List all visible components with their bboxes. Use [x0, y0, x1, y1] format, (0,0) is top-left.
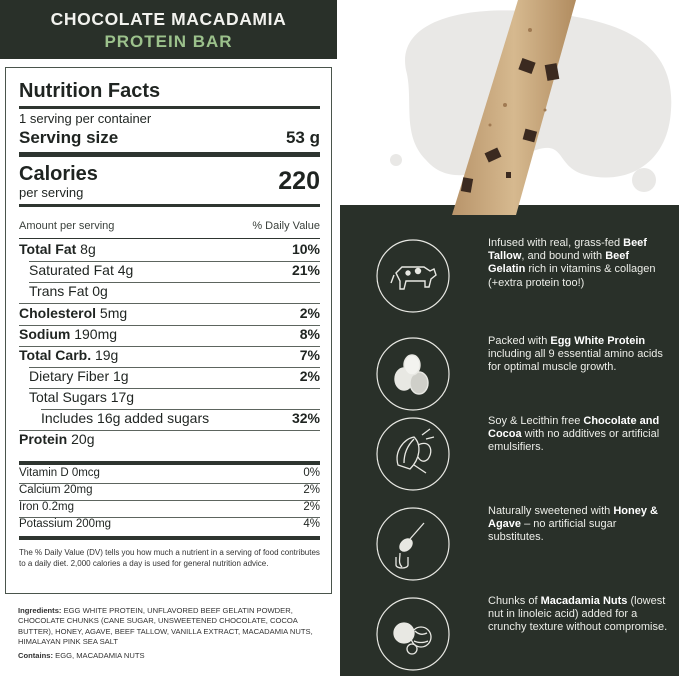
product-type: PROTEIN BAR: [104, 32, 233, 51]
nutrient-amount: 5mg: [96, 305, 128, 321]
feature-text-part: rich in vitamins & collagen (+extra protein too!): [488, 263, 656, 289]
nutrient-amount: Includes 16g added sugars: [41, 410, 210, 426]
feature-text: [488, 335, 668, 375]
vitamin-row: [19, 501, 320, 518]
feature-text: [488, 595, 668, 635]
daily-value-percent: 8%: [299, 326, 320, 342]
daily-value-percent: 21%: [291, 262, 320, 278]
macadamia-nuts-icon: [374, 595, 452, 673]
nutrient-row: [19, 368, 320, 389]
divider: [19, 461, 320, 465]
nutrient-row: [19, 410, 320, 431]
nutrient-label: [19, 431, 94, 447]
daily-value-header: % Daily Value: [252, 220, 320, 232]
vitamin-label: Calcium 20mg: [19, 484, 93, 496]
feature-text-part: Chunks of: [488, 595, 541, 607]
feature-highlight: Honey & Agave: [488, 505, 658, 531]
serving-size-value: 53 g: [285, 128, 320, 147]
feature-text-part: with no additives or artificial emulsifiers.: [488, 428, 660, 454]
nutrient-label: [29, 262, 133, 278]
feature-highlight: Beef Gelatin: [488, 250, 630, 276]
nutrient-name: Total Fat: [19, 241, 77, 257]
daily-value-percent: 2%: [299, 368, 320, 384]
nutrition-facts-title: Nutrition Facts: [19, 80, 161, 102]
product-title-banner: [0, 0, 337, 59]
feature-item: [340, 415, 679, 505]
feature-highlight: Chocolate and Cocoa: [488, 415, 660, 441]
nutrient-amount: 8g: [76, 241, 96, 257]
nutrient-row: [19, 283, 320, 304]
ingredients-list: [18, 606, 328, 648]
nutrient-row: [19, 241, 320, 262]
servings-per-container: 1 serving per container: [19, 111, 152, 126]
feature-text-part: , and bound with: [521, 250, 606, 263]
divider: [19, 106, 320, 109]
vitamin-row: [19, 484, 320, 501]
contains-text: EGG, MACADAMIA NUTS: [53, 651, 145, 660]
feature-item: [340, 505, 679, 595]
cocoa-pod-icon: [374, 415, 452, 493]
feature-text-part: – no artificial sugar substitutes.: [488, 518, 617, 544]
nutrient-amount: 20g: [67, 431, 95, 447]
nutrient-label: [41, 410, 209, 426]
feature-text: [488, 415, 668, 455]
calories-label: Calories: [19, 163, 98, 185]
vitamin-percent: 2%: [303, 501, 320, 513]
daily-value-percent: 10%: [291, 241, 320, 257]
daily-value-footnote: The % Daily Value (DV) tells you how much a nutrient in a serving of food contributes to a daily diet. 2,000 calories a day is used for general nutrition advice.: [19, 548, 320, 568]
vitamin-row: [19, 518, 320, 535]
nutrition-facts-panel: [5, 67, 332, 594]
nutrient-row: [19, 347, 320, 368]
nutrient-row: [19, 326, 320, 347]
feature-item: [340, 237, 679, 327]
eggs-icon: [374, 335, 452, 413]
cow-icon: [374, 237, 452, 315]
feature-text: [488, 505, 668, 545]
serving-size-label: Serving size: [19, 128, 119, 147]
nutrient-amount: Trans Fat 0g: [29, 283, 108, 299]
nutrient-label: [19, 326, 117, 342]
nutrient-name: Cholesterol: [19, 305, 97, 321]
daily-value-percent: 2%: [299, 305, 320, 321]
calories-value: 220: [278, 167, 320, 195]
amount-per-serving-header: Amount per serving: [19, 220, 115, 232]
nutrient-row: [19, 305, 320, 326]
divider: [19, 152, 320, 157]
vitamin-label: Iron 0.2mg: [19, 501, 74, 513]
ingredients-text: EGG WHITE PROTEIN, UNFLAVORED BEEF GELATIN POWDER, CHOCOLATE CHUNKS (CANE SUGAR, UNSWEETENED CHOCOLATE, COCOA BUTTER), HONEY, AGAVE, BEEF TALLOW, VANILLA EXTRACT, MACADAMIA NUTS, HIMALAYAN PINK SEA SALT: [18, 606, 313, 647]
features-panel: [340, 205, 679, 676]
nutrient-row: [19, 389, 320, 410]
contains-label: Contains:: [18, 651, 54, 660]
nutrient-label: [29, 389, 134, 405]
daily-value-percent: 7%: [299, 347, 320, 363]
row-divider: [19, 303, 320, 304]
vitamin-row: [19, 467, 320, 484]
nutrient-name: Protein: [19, 431, 68, 447]
feature-text-part: (lowest nut in linoleic acid) added for a crunchy texture without compromise.: [488, 595, 668, 634]
feature-item: [340, 595, 679, 676]
nutrient-amount: Dietary Fiber 1g: [29, 368, 129, 384]
ingredients-label: Ingredients:: [18, 606, 62, 615]
feature-text-part: including all 9 essential amino acids for optimal muscle growth.: [488, 348, 663, 374]
nutrient-amount: Saturated Fat 4g: [29, 262, 134, 278]
nutrient-row: [19, 262, 320, 283]
nutrient-label: [19, 305, 127, 321]
feature-text-part: Infused with real, grass-fed: [488, 237, 624, 249]
feature-highlight: Macadamia Nuts: [540, 595, 628, 607]
nutrient-label: [19, 241, 96, 257]
feature-text: [488, 237, 668, 290]
vitamin-percent: 4%: [303, 518, 320, 530]
feature-text-part: Packed with: [488, 335, 551, 347]
feature-text-part: Soy & Lecithin free: [488, 415, 584, 427]
allergen-contains: [18, 651, 145, 660]
vitamin-percent: 0%: [303, 467, 320, 479]
nutrient-label: [19, 347, 118, 363]
feature-item: [340, 335, 679, 425]
nutrient-name: Sodium: [19, 326, 71, 342]
product-name: CHOCOLATE MACADAMIA: [50, 9, 287, 29]
nutrient-name: Total Carb.: [19, 347, 92, 363]
divider: [19, 204, 320, 207]
vitamin-label: Vitamin D 0mcg: [19, 467, 100, 479]
nutrient-amount: Total Sugars 17g: [29, 389, 135, 405]
daily-value-percent: 32%: [291, 410, 320, 426]
honey-dipper-icon: [374, 505, 452, 583]
feature-text-part: Naturally sweetened with: [488, 505, 614, 517]
feature-highlight: Beef Tallow: [488, 237, 647, 263]
divider: [19, 536, 320, 540]
nutrient-row: [19, 431, 320, 452]
vitamin-label: Potassium 200mg: [19, 518, 112, 530]
nutrient-label: [29, 283, 108, 299]
protein-bar-image: [450, 0, 590, 215]
divider: [19, 238, 320, 239]
nutrient-amount: 190mg: [70, 326, 118, 342]
feature-highlight: Egg White Protein: [550, 335, 646, 347]
calories-sub-label: per serving: [19, 185, 84, 200]
nutrient-amount: 19g: [91, 347, 119, 363]
vitamin-percent: 2%: [303, 484, 320, 496]
nutrient-label: [29, 368, 129, 384]
